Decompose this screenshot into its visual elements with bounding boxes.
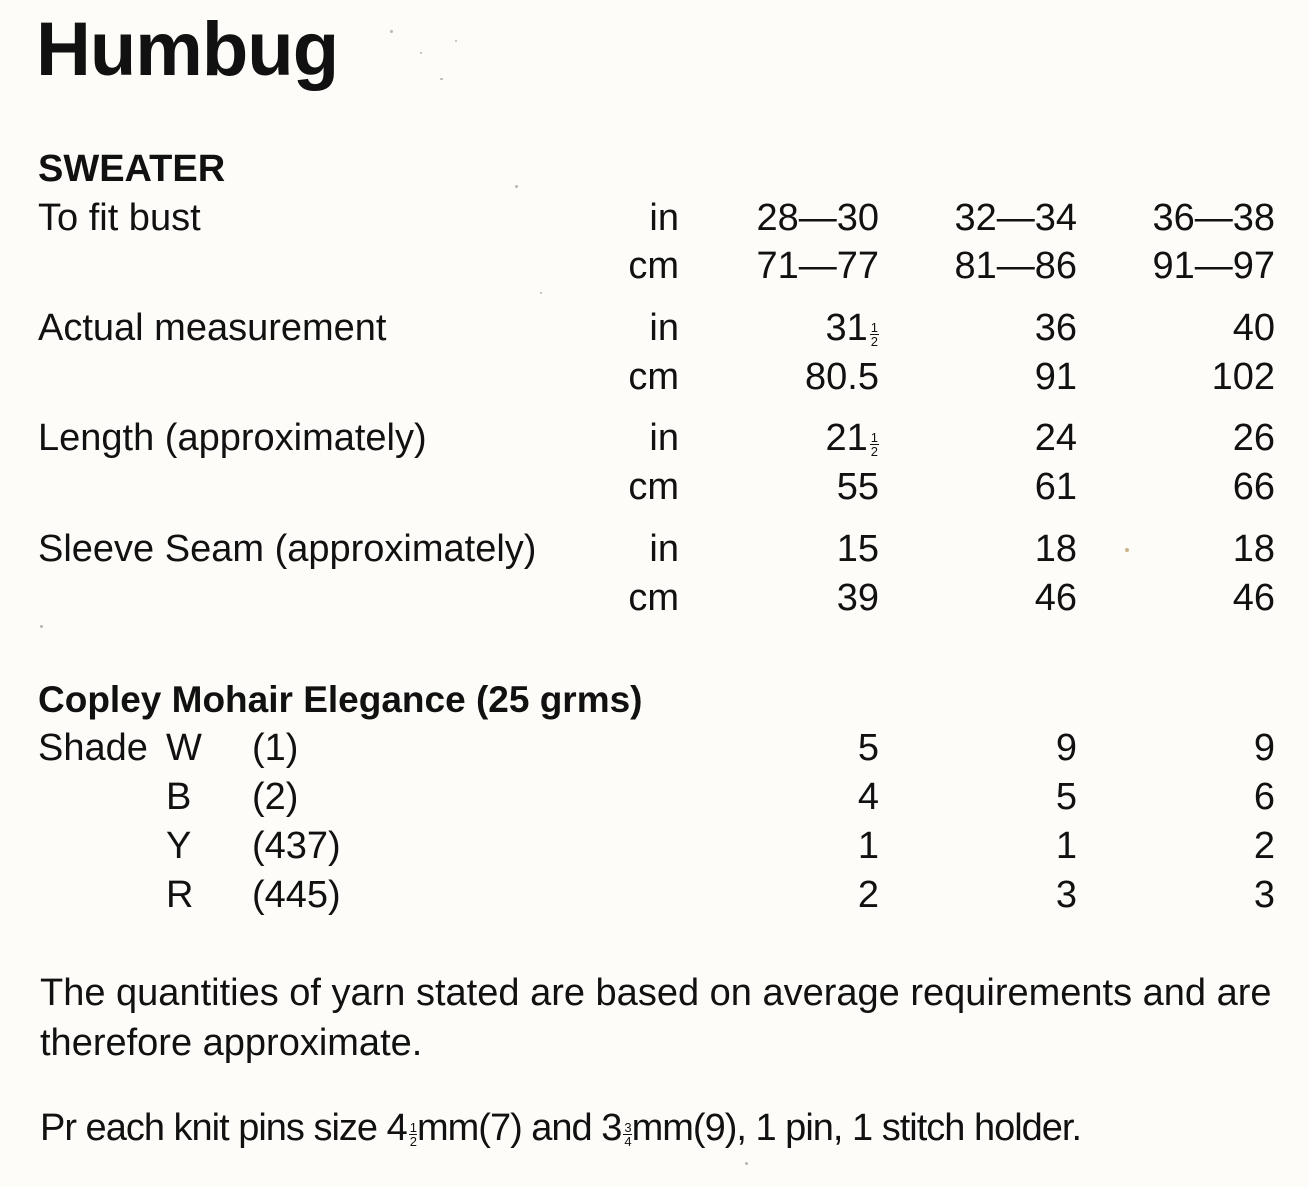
- bust-in-row: [0, 194, 1309, 242]
- shade-row: [0, 822, 1309, 870]
- print-speckle: [745, 1162, 748, 1165]
- shade-letter: R: [166, 874, 194, 916]
- unit-label: in: [649, 197, 679, 239]
- print-speckle: [515, 185, 518, 188]
- half-fraction: $\frac{1}{2}$: [870, 430, 878, 459]
- size-3-value: 9: [1253, 727, 1275, 769]
- shade-row: [0, 773, 1309, 821]
- size-3-value: 102: [1211, 356, 1275, 398]
- unit-label: cm: [628, 466, 679, 508]
- size-3-value: 66: [1232, 466, 1275, 508]
- size-1-value: 31 $\frac{1}{2}$: [825, 307, 878, 349]
- size-1-value: 4: [857, 776, 879, 818]
- yarn-quantity-note: The quantities of yarn stated are based on average requirements and are therefore approximate.: [40, 972, 1272, 1064]
- shade-code: (2): [252, 776, 299, 818]
- shade-code: (1): [252, 727, 299, 769]
- size-1-value: 5: [857, 727, 879, 769]
- print-speckle: [420, 52, 422, 54]
- shade-row: [0, 871, 1309, 919]
- print-speckle: [40, 625, 43, 628]
- shade-letter: W: [166, 727, 202, 769]
- materials-line: [40, 1103, 1081, 1153]
- section-title: SWEATER: [38, 148, 226, 190]
- materials-text: mm(9), 1 pin, 1 stitch holder.: [631, 1107, 1082, 1149]
- sleeve-seam-cm-row: [0, 574, 1309, 622]
- yarn-title: Copley Mohair Elegance (25 grms): [38, 679, 643, 720]
- actual-measurement-cm-row: [0, 353, 1309, 401]
- size-3-value: 3: [1253, 874, 1275, 916]
- size-3-value: 18: [1232, 528, 1275, 570]
- row-label: Length (approximately): [38, 417, 427, 459]
- length-in-row: [0, 414, 1309, 462]
- size-3-value: 36—38: [1152, 197, 1275, 239]
- size-3-value: 26: [1232, 417, 1275, 459]
- print-speckle: [455, 40, 457, 42]
- materials-text: mm(7) and 3: [416, 1107, 622, 1149]
- size-2-value: 1: [1055, 825, 1077, 867]
- size-1-value: 80.5: [805, 356, 879, 398]
- shade-code: (445): [252, 874, 341, 916]
- size-1-value: 55: [836, 466, 879, 508]
- shade-code: (437): [252, 825, 341, 867]
- print-speckle: [540, 292, 542, 294]
- size-3-value: 91—97: [1152, 245, 1275, 287]
- shade-prefix: Shade: [38, 727, 148, 769]
- needle-size-fraction: $\frac{3}{4}$: [624, 1120, 631, 1149]
- size-2-value: 61: [1034, 466, 1077, 508]
- size-3-value: 46: [1232, 577, 1275, 619]
- size-2-value: 81—86: [954, 245, 1077, 287]
- needle-size-fraction: $\frac{1}{2}$: [409, 1120, 416, 1149]
- size-1-value: 15: [836, 528, 879, 570]
- size-2-value: 46: [1034, 577, 1077, 619]
- row-label: Actual measurement: [38, 307, 387, 349]
- size-2-value: 3: [1055, 874, 1077, 916]
- length-cm-row: [0, 463, 1309, 511]
- unit-label: cm: [628, 245, 679, 287]
- unit-label: in: [649, 528, 679, 570]
- size-2-value: 24: [1034, 417, 1077, 459]
- size-1-value: 21 $\frac{1}{2}$: [825, 417, 878, 459]
- size-2-value: 36: [1034, 307, 1077, 349]
- size-2-value: 32—34: [954, 197, 1077, 239]
- shade-row: [0, 724, 1309, 772]
- unit-label: cm: [628, 577, 679, 619]
- size-2-value: 91: [1034, 356, 1077, 398]
- size-2-value: 18: [1034, 528, 1077, 570]
- row-label: Sleeve Seam (approximately): [38, 528, 537, 570]
- size-3-value: 2: [1253, 825, 1275, 867]
- size-1-value: 28—30: [756, 197, 879, 239]
- sleeve-seam-in-row: [0, 525, 1309, 573]
- actual-measurement-in-row: [0, 304, 1309, 352]
- row-label: To fit bust: [38, 197, 201, 239]
- size-1-value: 2: [857, 874, 879, 916]
- size-1-value: 71—77: [756, 245, 879, 287]
- unit-label: cm: [628, 356, 679, 398]
- bust-cm-row: [0, 242, 1309, 290]
- size-1-value: 39: [836, 577, 879, 619]
- shade-letter: Y: [166, 825, 192, 867]
- size-3-value: 6: [1253, 776, 1275, 818]
- materials-text: Pr each knit pins size 4: [40, 1107, 407, 1149]
- size-3-value: 40: [1232, 307, 1275, 349]
- shade-letter: B: [166, 776, 192, 818]
- unit-label: in: [649, 417, 679, 459]
- page-title: Humbug: [36, 7, 339, 92]
- half-fraction: $\frac{1}{2}$: [870, 320, 878, 349]
- unit-label: in: [649, 307, 679, 349]
- print-speckle: [440, 78, 443, 80]
- size-1-value: 1: [857, 825, 879, 867]
- print-speckle: [390, 30, 393, 33]
- size-2-value: 9: [1055, 727, 1077, 769]
- size-2-value: 5: [1055, 776, 1077, 818]
